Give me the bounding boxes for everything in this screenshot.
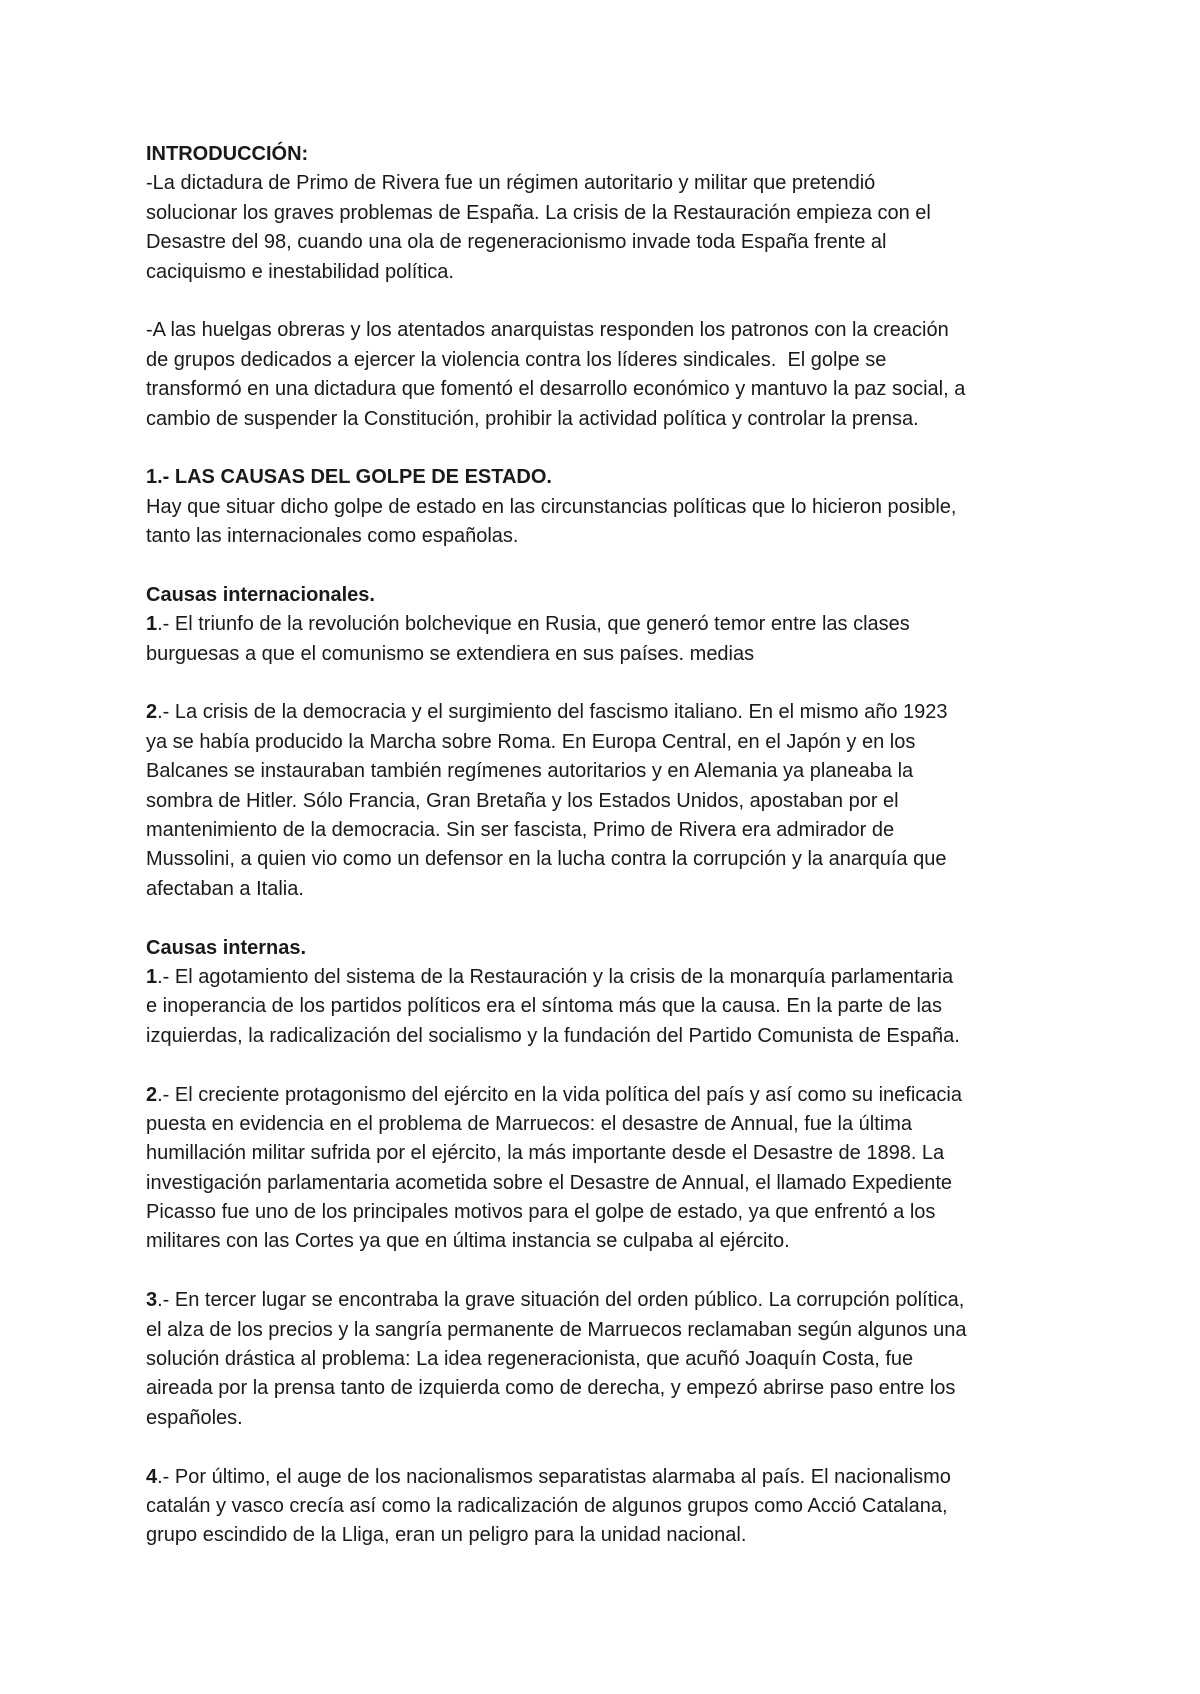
text-line xyxy=(146,698,1096,727)
text-line: afectaban a Italia. xyxy=(146,877,304,900)
text-line: humillación militar sufrida por el ejército, la más importante desde el Desastre de 1898. La xyxy=(146,1142,945,1165)
paragraph-gap xyxy=(146,1257,1096,1286)
text-line: -La dictadura de Primo de Rivera fue un régimen autoritario y militar que pretendió xyxy=(146,172,876,195)
item-text: .- La crisis de la democracia y el surgimiento del fascismo italiano. En el mismo año 1923 xyxy=(157,701,948,724)
text-line xyxy=(146,1081,1096,1110)
text-line: el alza de los precios y la sangría permanente de Marruecos reclamaban según algunos una xyxy=(146,1318,967,1341)
paragraph-gap xyxy=(146,287,1096,316)
text-line: de grupos dedicados a ejercer la violencia contra los líderes sindicales. El golpe se xyxy=(146,348,887,371)
text-line: investigación parlamentaria acometida sobre el Desastre de Annual, el llamado Expediente xyxy=(146,1171,953,1194)
internas-item-2 xyxy=(146,1081,1096,1257)
text-line: transformó en una dictadura que fomentó el desarrollo económico y mantuvo la paz social, a xyxy=(146,378,966,401)
item-text: .- El creciente protagonismo del ejército en la vida política del país y así como su ineficacia xyxy=(157,1083,962,1106)
text-line: sombra de Hitler. Sólo Francia, Gran Bretaña y los Estados Unidos, apostaban por el xyxy=(146,789,899,812)
text-line: Mussolini, a quien vio como un defensor en la lucha contra la corrupción y la anarquía que xyxy=(146,848,947,871)
paragraph-gap xyxy=(146,434,1096,463)
text-line: tanto las internacionales como españolas. xyxy=(146,525,519,548)
text-line xyxy=(146,1463,1096,1492)
item-number: 1 xyxy=(146,965,158,988)
section-1-paragraph xyxy=(146,493,1096,552)
item-number: 3 xyxy=(146,1289,158,1312)
text-line: cambio de suspender la Constitución, prohibir la actividad política y controlar la prensa. xyxy=(146,407,919,430)
item-number: 4 xyxy=(146,1465,158,1488)
paragraph-gap xyxy=(146,1433,1096,1462)
internas-item-3 xyxy=(146,1286,1096,1433)
internacionales-item-1 xyxy=(146,610,1096,669)
text-line: militares con las Cortes ya que en última instancia se culpaba al ejército. xyxy=(146,1230,790,1253)
text-line: Picasso fue uno de los principales motivos para el golpe de estado, ya que enfrentó a los xyxy=(146,1201,936,1224)
item-number: 2 xyxy=(146,701,158,724)
section-1-heading: 1.- LAS CAUSAS DEL GOLPE DE ESTADO. xyxy=(146,466,552,489)
internas-item-4 xyxy=(146,1463,1096,1551)
text-line: Desastre del 98, cuando una ola de regeneracionismo invade toda España frente al xyxy=(146,231,887,254)
causas-internas-heading: Causas internas. xyxy=(146,936,307,959)
item-number: 1 xyxy=(146,613,158,636)
text-line: mantenimiento de la democracia. Sin ser fascista, Primo de Rivera era admirador de xyxy=(146,818,895,841)
item-text: .- El agotamiento del sistema de la Restauración y la crisis de la monarquía parlamentaria xyxy=(157,965,954,988)
paragraph-gap xyxy=(146,1051,1096,1080)
causas-internacionales-heading: Causas internacionales. xyxy=(146,583,375,606)
item-text: .- El triunfo de la revolución bolchevique en Rusia, que generó temor entre las clases xyxy=(157,613,910,636)
text-line: solucionar los graves problemas de España. La crisis de la Restauración empieza con el xyxy=(146,201,931,224)
text-line: catalán y vasco crecía así como la radicalización de algunos grupos como Acció Catalana, xyxy=(146,1494,948,1517)
item-text: .- Por último, el auge de los nacionalismos separatistas alarmaba al país. El nacionalismo xyxy=(157,1465,951,1488)
text-line: burguesas a que el comunismo se extendiera en sus países. medias xyxy=(146,642,755,665)
text-line: solución drástica al problema: La idea regeneracionista, que acuñó Joaquín Costa, fue xyxy=(146,1348,914,1371)
item-text: .- En tercer lugar se encontraba la grave situación del orden público. La corrupción política, xyxy=(157,1289,965,1312)
internas-item-1 xyxy=(146,963,1096,1051)
text-line: aireada por la prensa tanto de izquierda como de derecha, y empezó abrirse paso entre los xyxy=(146,1377,956,1400)
text-line: -A las huelgas obreras y los atentados anarquistas responden los patronos con la creación xyxy=(146,319,949,342)
item-number: 2 xyxy=(146,1083,158,1106)
text-line: e inoperancia de los partidos políticos era el síntoma más que la causa. En la parte de las xyxy=(146,995,943,1018)
text-line: Hay que situar dicho golpe de estado en las circunstancias políticas que lo hicieron posible, xyxy=(146,495,957,518)
text-line xyxy=(146,1286,1096,1315)
internacionales-item-2 xyxy=(146,698,1096,904)
text-line: izquierdas, la radicalización del socialismo y la fundación del Partido Comunista de España. xyxy=(146,1024,960,1047)
intro-heading: INTRODUCCIÓN: xyxy=(146,143,309,165)
paragraph-gap xyxy=(146,669,1096,698)
paragraph-gap xyxy=(146,551,1096,580)
text-line: caciquismo e inestabilidad política. xyxy=(146,260,454,283)
text-line xyxy=(146,963,1096,992)
text-line xyxy=(146,610,1096,639)
intro-paragraph-2 xyxy=(146,316,1096,434)
text-line: puesta en evidencia en el problema de Marruecos: el desastre de Annual, fue la última xyxy=(146,1112,913,1135)
text-line: grupo escindido de la Lliga, eran un peligro para la unidad nacional. xyxy=(146,1524,747,1547)
paragraph-gap xyxy=(146,904,1096,933)
intro-paragraph-1 xyxy=(146,169,1096,287)
text-line: españoles. xyxy=(146,1406,243,1429)
document-page xyxy=(146,140,1096,1551)
text-line: ya se había producido la Marcha sobre Roma. En Europa Central, en el Japón y en los xyxy=(146,730,916,753)
text-line: Balcanes se instauraban también regímenes autoritarios y en Alemania ya planeaba la xyxy=(146,760,914,783)
